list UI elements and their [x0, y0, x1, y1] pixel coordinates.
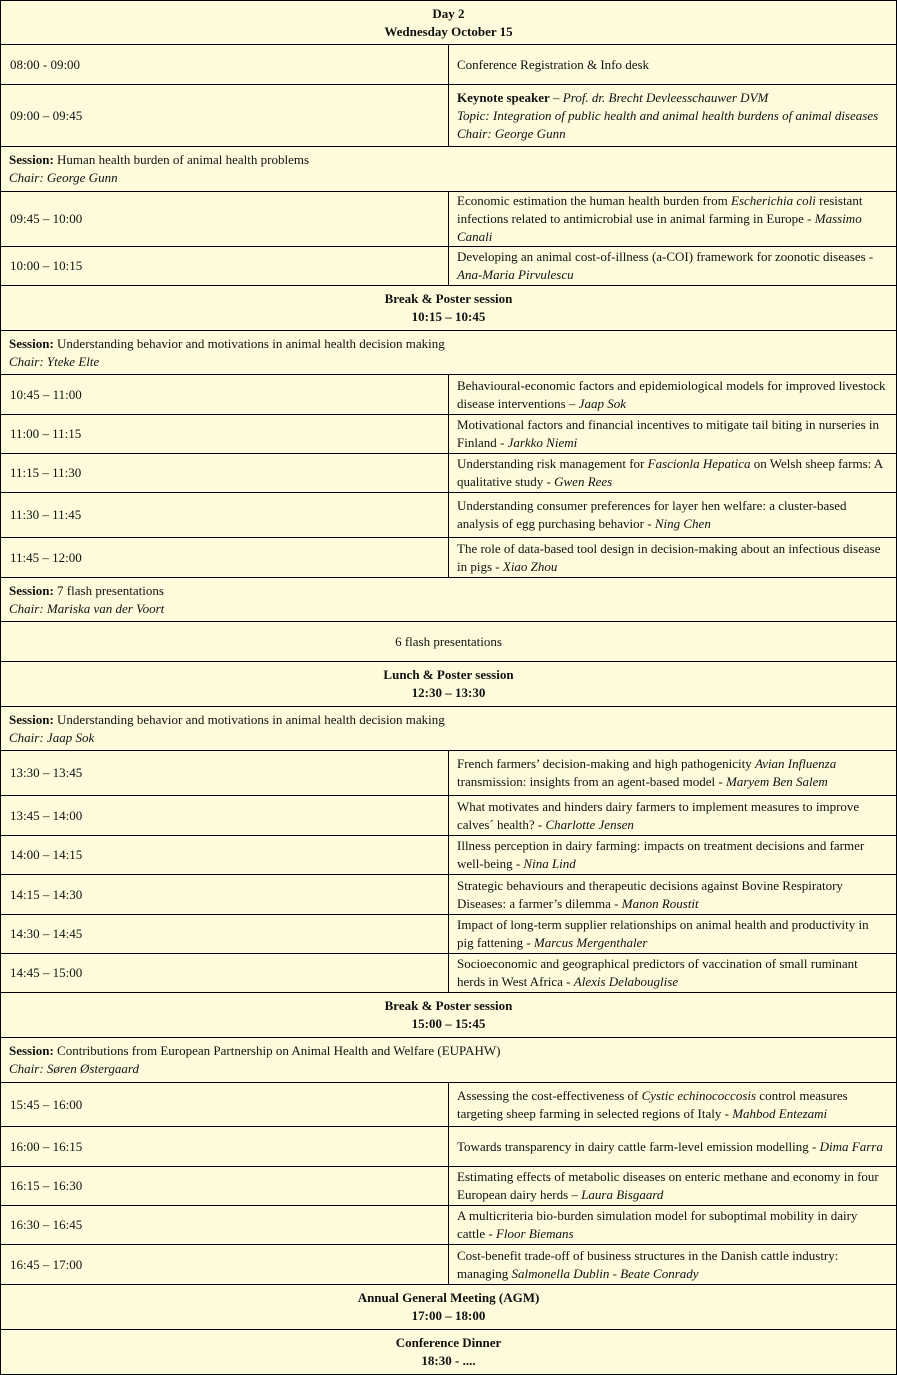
session-label: Session: — [9, 582, 54, 598]
session-label: Session: — [9, 152, 54, 167]
session-header-row — [1, 578, 897, 622]
event-cell: Impact of long-term supplier relationships on animal health and productivity in pig fattening - Marcus Mergenthaler — [449, 915, 897, 954]
break-cell — [1, 993, 897, 1038]
event-text: Conference Registration & Info desk — [457, 56, 650, 72]
keynote-row — [1, 85, 897, 147]
session-header — [1, 331, 897, 375]
time-cell: 16:15 – 16:30 — [1, 1167, 449, 1206]
time-cell: 16:30 – 16:45 — [1, 1206, 449, 1245]
event-cell: A multicriteria bio-burden simulation model for suboptimal mobility in dairy cattle - Floor Biemans — [449, 1206, 897, 1245]
schedule-row — [1, 415, 897, 454]
session-title: Understanding behavior and motivations in animal health decision making — [53, 711, 445, 727]
break-title: Break & Poster session — [384, 998, 513, 1013]
schedule-row — [1, 915, 897, 954]
time-cell: 13:30 – 13:45 — [1, 751, 449, 796]
agm-time: 17:00 – 18:00 — [411, 1308, 486, 1323]
session-label: Session: — [9, 711, 54, 727]
speaker-name: Nina Lind — [523, 856, 576, 871]
break-time: 15:00 – 15:45 — [411, 1016, 486, 1031]
session-header — [1, 578, 897, 622]
flash-cell: 6 flash presentations — [1, 622, 897, 662]
event-cell: Socioeconomic and geographical predictors of vaccination of small ruminant herds in West Africa - Alexis Delabouglise — [449, 954, 897, 993]
session-title: 7 flash presentations — [53, 582, 164, 598]
time-cell: 13:45 – 14:00 — [1, 796, 449, 836]
speaker-name: Laura Bisgaard — [581, 1187, 664, 1202]
schedule-row — [1, 1127, 897, 1167]
schedule-row — [1, 45, 897, 85]
schedule-row — [1, 538, 897, 578]
time-cell: 11:30 – 11:45 — [1, 493, 449, 538]
session-title: Human health burden of animal health problems — [53, 152, 310, 167]
time-cell: 14:45 – 15:00 — [1, 954, 449, 993]
speaker-name: Dima Farra — [819, 1138, 883, 1154]
event-cell: Understanding consumer preferences for layer hen welfare: a cluster-based analysis of egg purchasing behavior - Ning Chen — [449, 493, 897, 538]
speaker-name: Mahbod Entezami — [732, 1105, 828, 1121]
schedule-row — [1, 493, 897, 538]
event-cell — [449, 45, 897, 85]
session-chair: Chair: Mariska van der Voort — [9, 600, 165, 616]
time-cell: 11:15 – 11:30 — [1, 454, 449, 493]
event-cell: Understanding risk management for Fascionla Hepatica on Welsh sheep farms: A qualitative study - Gwen Rees — [449, 454, 897, 493]
session-header-row — [1, 147, 897, 192]
dinner-time: 18:30 - .... — [421, 1353, 476, 1368]
speaker-name: Beate Conrady — [620, 1265, 699, 1281]
speaker-name: Maryem Ben Salem — [725, 774, 828, 789]
session-chair: Chair: George Gunn — [9, 170, 118, 185]
break-cell — [1, 286, 897, 331]
speaker-name: Floor Biemans — [495, 1226, 574, 1241]
session-header-row — [1, 1038, 897, 1083]
speaker-name: Marcus Mergenthaler — [533, 935, 648, 950]
speaker-name: Xiao Zhou — [502, 558, 558, 574]
event-cell: Behavioural-economic factors and epidemiological models for improved livestock disease interventions – Jaap Sok — [449, 375, 897, 415]
keynote-chair: Chair: George Gunn — [457, 125, 566, 141]
schedule-row — [1, 796, 897, 836]
event-cell: Economic estimation the human health burden from Escherichia coli resistant infections related to antimicrobial use in animal farming in Europe - Massimo Canali — [449, 192, 897, 247]
session-title: Contributions from European Partnership on Animal Health and Welfare (EUPAHW) — [53, 1043, 501, 1058]
event-cell: Illness perception in dairy farming: impacts on treatment decisions and farmer well-being - Nina Lind — [449, 836, 897, 875]
lunch-time: 12:30 – 13:30 — [411, 685, 486, 700]
session-header-row — [1, 331, 897, 375]
session-header-row — [1, 707, 897, 751]
lunch-cell — [1, 662, 897, 707]
time-cell: 14:00 – 14:15 — [1, 836, 449, 875]
schedule-row — [1, 247, 897, 286]
schedule-row — [1, 836, 897, 875]
schedule-row — [1, 375, 897, 415]
speaker-name: Charlotte Jensen — [545, 816, 634, 832]
event-cell: The role of data-based tool design in decision-making about an infectious disease in pigs - Xiao Zhou — [449, 538, 897, 578]
schedule-row — [1, 751, 897, 796]
session-chair: Chair: Jaap Sok — [9, 729, 95, 745]
schedule-row — [1, 1206, 897, 1245]
event-cell: Strategic behaviours and therapeutic decisions against Bovine Respiratory Diseases: a farmer’s dilemma - Manon Roustit — [449, 875, 897, 915]
time-cell: 16:00 – 16:15 — [1, 1127, 449, 1167]
event-cell — [449, 85, 897, 147]
schedule-row — [1, 875, 897, 915]
time-cell: 11:45 – 12:00 — [1, 538, 449, 578]
day-header — [1, 1, 897, 45]
session-title: Understanding behavior and motivations in animal health decision making — [53, 335, 445, 351]
event-cell: What motivates and hinders dairy farmers to implement measures to improve calves´ health? - Charlotte Jensen — [449, 796, 897, 836]
session-header — [1, 707, 897, 751]
day-title: Day 2 — [432, 5, 465, 21]
schedule-row — [1, 1167, 897, 1206]
flash-row — [1, 622, 897, 662]
agm-cell — [1, 1285, 897, 1330]
time-cell: 15:45 – 16:00 — [1, 1083, 449, 1127]
event-cell: Assessing the cost-effectiveness of Cystic echinococcosis control measures targeting sheep farming in selected regions of Italy - Mahbod Entezami — [449, 1083, 897, 1127]
break-time: 10:15 – 10:45 — [411, 309, 486, 324]
keynote-topic: Topic: Integration of public health and animal health burdens of animal diseases — [457, 107, 879, 123]
speaker-name: Jaap Sok — [578, 395, 626, 411]
time-cell: 11:00 – 11:15 — [1, 415, 449, 454]
speaker-name: Ana-Maria Pirvulescu — [457, 267, 574, 282]
day-header-row — [1, 1, 897, 45]
session-label: Session: — [9, 1043, 54, 1058]
schedule-row — [1, 1083, 897, 1127]
time-cell: 08:00 - 09:00 — [1, 45, 449, 85]
speaker-name: Ning Chen — [654, 516, 711, 531]
event-cell: Cost-benefit trade-off of business structures in the Danish cattle industry: managing Salmonella Dublin - Beate Conrady — [449, 1245, 897, 1285]
agm-row — [1, 1285, 897, 1330]
schedule-row — [1, 1245, 897, 1285]
session-label: Session: — [9, 335, 54, 351]
event-cell: Estimating effects of metabolic diseases on enteric methane and economy in four European dairy herds – Laura Bisgaard — [449, 1167, 897, 1206]
event-cell: Towards transparency in dairy cattle farm-level emission modelling - Dima Farra — [449, 1127, 897, 1167]
keynote-speaker: – Prof. dr. Brecht Devleesschauwer DVM — [549, 89, 769, 105]
speaker-name: Manon Roustit — [621, 895, 699, 911]
speaker-name: Gwen Rees — [554, 474, 613, 489]
time-cell: 14:15 – 14:30 — [1, 875, 449, 915]
lunch-title: Lunch & Poster session — [383, 667, 514, 682]
session-chair: Chair: Yteke Elte — [9, 353, 100, 369]
event-cell: Developing an animal cost-of-illness (a-COI) framework for zoonotic diseases - Ana-Maria Pirvulescu — [449, 247, 897, 286]
event-cell: Motivational factors and financial incentives to mitigate tail biting in nurseries in Finland - Jarkko Niemi — [449, 415, 897, 454]
event-cell: French farmers’ decision-making and high pathogenicity Avian Influenza transmission: insights from an agent-based model - Maryem Ben Salem — [449, 751, 897, 796]
speaker-name: Massimo Canali — [457, 211, 862, 244]
time-cell: 10:45 – 11:00 — [1, 375, 449, 415]
session-header — [1, 147, 897, 192]
speaker-name: Alexis Delabouglise — [573, 974, 679, 989]
break-title: Break & Poster session — [384, 291, 513, 306]
schedule-row — [1, 954, 897, 993]
day-date: Wednesday October 15 — [384, 23, 513, 39]
schedule-row — [1, 454, 897, 493]
speaker-name: Jarkko Niemi — [507, 435, 578, 450]
break-row — [1, 993, 897, 1038]
keynote-label: Keynote speaker — [457, 89, 550, 105]
break-row — [1, 286, 897, 331]
time-cell: 10:00 – 10:15 — [1, 247, 449, 286]
time-cell: 14:30 – 14:45 — [1, 915, 449, 954]
schedule-row — [1, 192, 897, 247]
dinner-title: Conference Dinner — [395, 1335, 502, 1350]
session-chair: Chair: Søren Østergaard — [9, 1061, 139, 1076]
agm-title: Annual General Meeting (AGM) — [357, 1290, 540, 1305]
time-cell: 09:45 – 10:00 — [1, 192, 449, 247]
break-row — [1, 662, 897, 707]
time-cell: 09:00 – 09:45 — [1, 85, 449, 147]
time-cell: 16:45 – 17:00 — [1, 1245, 449, 1285]
session-header — [1, 1038, 897, 1083]
